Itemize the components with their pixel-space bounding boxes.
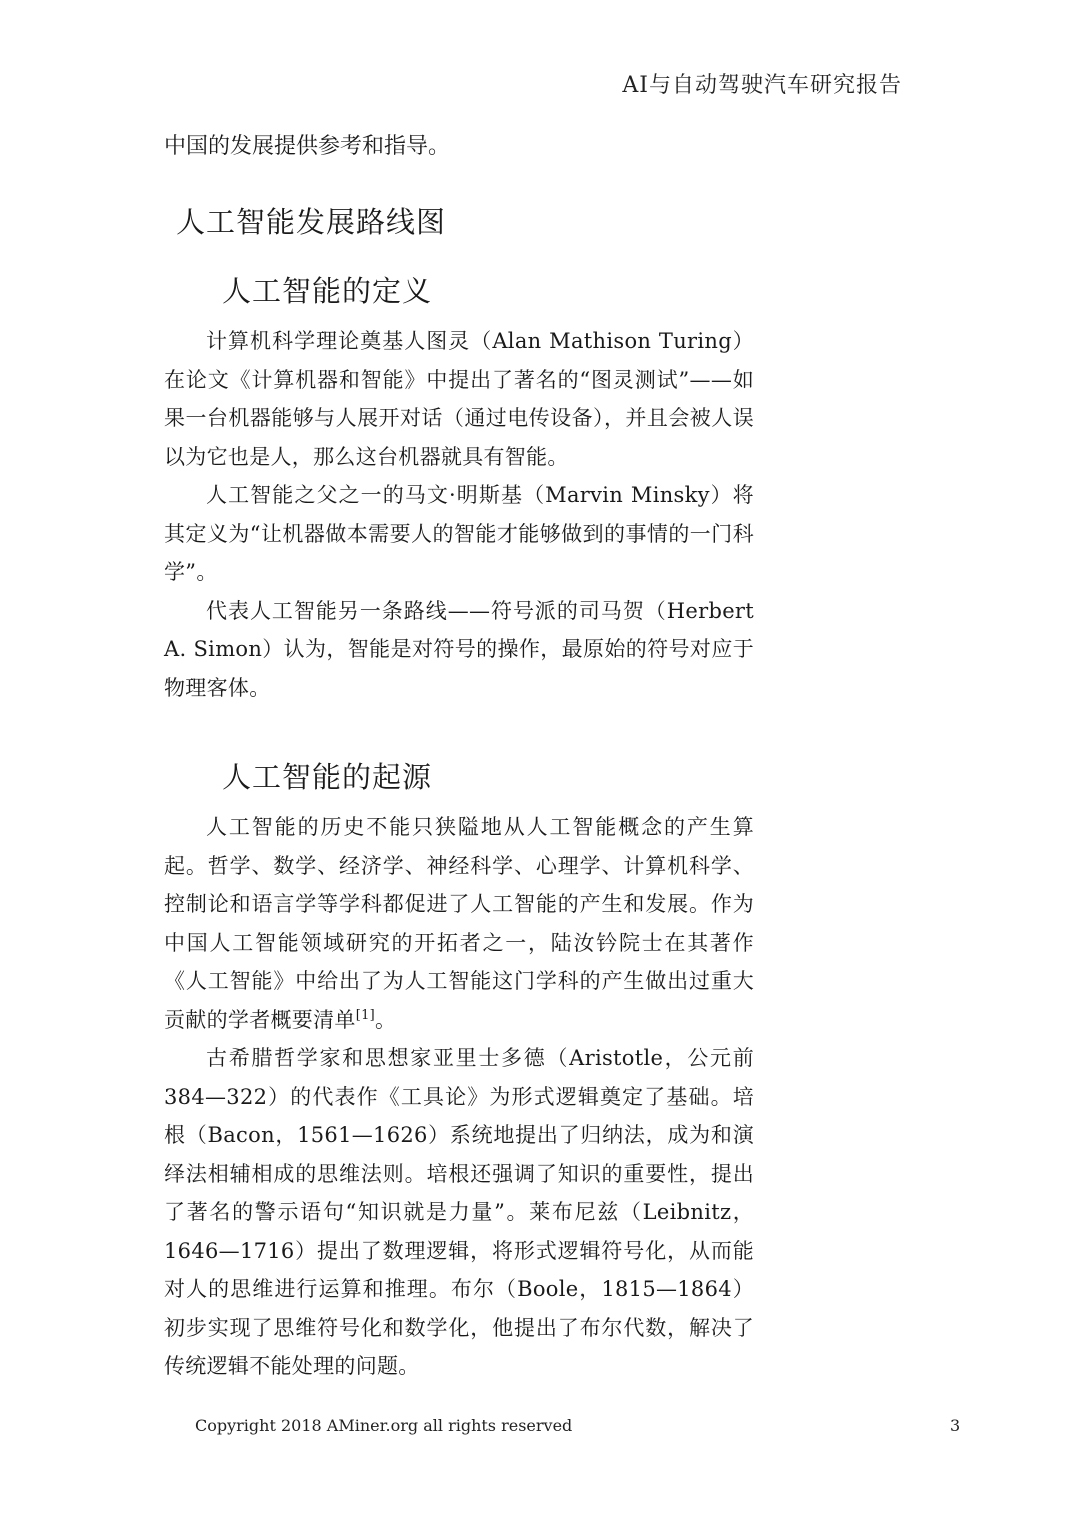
section-title: 人工智能发展路线图 xyxy=(176,205,447,239)
intro-line: 中国的发展提供参考和指导。 xyxy=(164,134,451,159)
running-header: AI与自动驾驶汽车研究报告 xyxy=(622,73,902,98)
origin-paragraph-history xyxy=(164,808,754,1039)
page-number: 3 xyxy=(950,1416,961,1435)
definition-heading: 人工智能的定义 xyxy=(222,274,433,308)
origin-paragraph-philosophers: 古希腊哲学家和思想家亚里士多德（Aristotle，公元前384—322）的代表作《工具论》为形式逻辑奠定了基础。培根（Bacon，1561—1626）系统地提出了归纳法，成为和演绎法相辅相成的思维法则。培根还强调了知识的重要性，提出了著名的警示语句“知识就是力量”。莱布尼兹（Leibnitz，1646—1716）提出了数理逻辑，将形式逻辑符号化，从而能对人的思维进行运算和推理。布尔（Boole，1815—1864）初步实现了思维符号化和数学化，他提出了布尔代数，解决了传统逻辑不能处理的问题。 xyxy=(164,1046,754,1378)
origin-heading: 人工智能的起源 xyxy=(222,760,433,794)
page-body xyxy=(164,128,754,1386)
origin-paragraph-end: 。 xyxy=(375,1007,397,1032)
reference-marker[interactable]: [1] xyxy=(355,1007,376,1023)
definition-paragraph-turing: 计算机科学理论奠基人图灵（Alan Mathison Turing）在论文《计算机器和智能》中提出了著名的“图灵测试”——如果一台机器能够与人展开对话（通过电传设备），并且会被人误以为它也是人，那么这台机器就具有智能。 xyxy=(164,329,754,469)
definition-paragraph-minsky: 人工智能之父之一的马文·明斯基（Marvin Minsky）将其定义为“让机器做本需要人的智能才能够做到的事情的一门科学”。 xyxy=(164,483,754,584)
copyright-notice: Copyright 2018 AMiner.org all rights reserved xyxy=(195,1416,573,1435)
origin-paragraph-text: 人工智能的历史不能只狭隘地从人工智能概念的产生算起。哲学、数学、经济学、神经科学、心理学、计算机科学、控制论和语言学等学科都促进了人工智能的产生和发展。作为中国人工智能领域研究的开拓者之一，陆汝钤院士在其著作《人工智能》中给出了为人工智能这门学科的产生做出过重大贡献的学者概要清单 xyxy=(164,815,754,1032)
definition-paragraph-simon: 代表人工智能另一条路线——符号派的司马贺（Herbert A. Simon）认为，智能是对符号的操作，最原始的符号对应于物理客体。 xyxy=(164,598,754,700)
